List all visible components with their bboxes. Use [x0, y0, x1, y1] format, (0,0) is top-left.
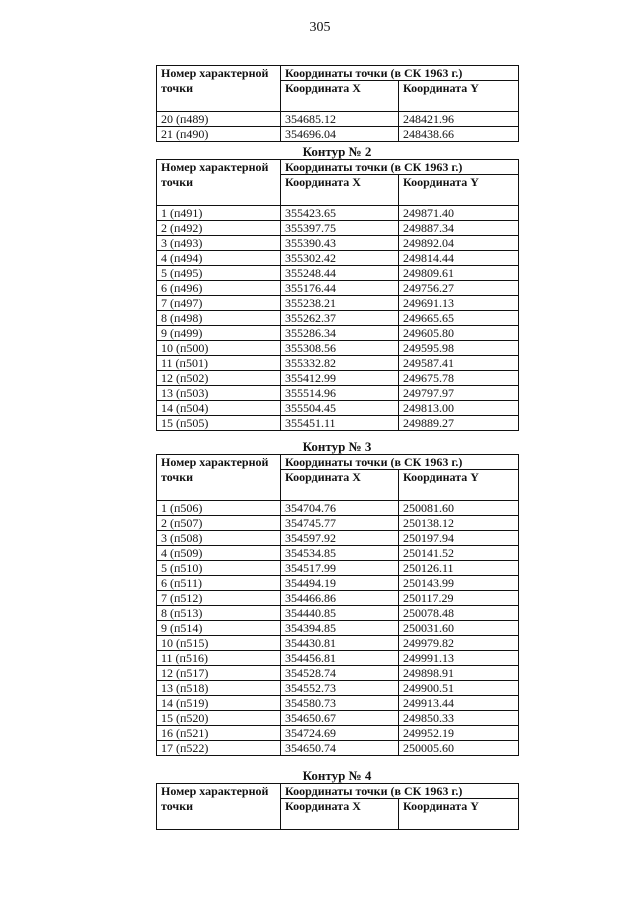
table-row	[157, 621, 519, 636]
table-row	[157, 311, 519, 326]
point-number-cell: 3 (п508)	[157, 531, 281, 546]
point-number-cell: 13 (п518)	[157, 681, 281, 696]
coord-y-cell: 249889.27	[399, 416, 519, 431]
point-number-cell: 7 (п497)	[157, 296, 281, 311]
header-coord-y: Координата Y	[399, 470, 519, 501]
table-row	[157, 206, 519, 221]
table-row	[157, 281, 519, 296]
coord-y-cell: 249797.97	[399, 386, 519, 401]
point-number-cell: 1 (п506)	[157, 501, 281, 516]
header-coords-group: Координаты точки (в СК 1963 г.)	[281, 455, 519, 470]
coord-x-cell: 354580.73	[281, 696, 399, 711]
coord-y-cell: 249813.00	[399, 401, 519, 416]
coord-x-cell: 354745.77	[281, 516, 399, 531]
coord-y-cell: 249871.40	[399, 206, 519, 221]
table-row	[157, 416, 519, 431]
coord-y-cell: 248421.96	[399, 112, 519, 127]
coord-y-cell: 250126.11	[399, 561, 519, 576]
coord-x-cell: 354650.67	[281, 711, 399, 726]
point-number-cell: 13 (п503)	[157, 386, 281, 401]
point-number-cell: 14 (п519)	[157, 696, 281, 711]
header-point-number: Номер характерной точки	[157, 160, 281, 206]
point-number-cell: 10 (п515)	[157, 636, 281, 651]
point-number-cell: 4 (п509)	[157, 546, 281, 561]
coord-x-cell: 354704.76	[281, 501, 399, 516]
point-number-cell: 9 (п499)	[157, 326, 281, 341]
point-number-cell: 11 (п516)	[157, 651, 281, 666]
coordinates-table	[156, 783, 519, 830]
header-point-number: Номер характерной точки	[157, 66, 281, 112]
table-row	[157, 726, 519, 741]
table-row	[157, 112, 519, 127]
coord-x-cell: 355390.43	[281, 236, 399, 251]
coord-x-cell: 355302.42	[281, 251, 399, 266]
point-number-cell: 8 (п498)	[157, 311, 281, 326]
coord-y-cell: 249900.51	[399, 681, 519, 696]
table-row	[157, 636, 519, 651]
coord-x-cell: 354534.85	[281, 546, 399, 561]
coord-y-cell: 250081.60	[399, 501, 519, 516]
table-row	[157, 356, 519, 371]
coord-x-cell: 354685.12	[281, 112, 399, 127]
point-number-cell: 15 (п520)	[157, 711, 281, 726]
coord-x-cell: 355248.44	[281, 266, 399, 281]
coord-y-cell: 250143.99	[399, 576, 519, 591]
coordinates-table	[156, 65, 519, 142]
header-point-number: Номер характерной точки	[157, 455, 281, 501]
point-number-cell: 10 (п500)	[157, 341, 281, 356]
coord-y-cell: 249979.82	[399, 636, 519, 651]
point-number-cell: 21 (п490)	[157, 127, 281, 142]
coord-y-cell: 249991.13	[399, 651, 519, 666]
point-number-cell: 2 (п507)	[157, 516, 281, 531]
coord-y-cell: 249892.04	[399, 236, 519, 251]
coord-y-cell: 248438.66	[399, 127, 519, 142]
point-number-cell: 2 (п492)	[157, 221, 281, 236]
coord-x-cell: 354552.73	[281, 681, 399, 696]
table-row	[157, 296, 519, 311]
coord-y-cell: 249898.91	[399, 666, 519, 681]
coord-x-cell: 354650.74	[281, 741, 399, 756]
coordinates-table	[156, 159, 519, 431]
page-number: 305	[309, 20, 331, 35]
section-contour-2	[156, 144, 518, 431]
coord-y-cell: 249605.80	[399, 326, 519, 341]
contour-title: Контур № 2	[302, 144, 372, 159]
contour-title: Контур № 3	[302, 439, 372, 454]
point-number-cell: 12 (п517)	[157, 666, 281, 681]
header-coord-x: Координата X	[281, 175, 399, 206]
contour-title: Контур № 4	[302, 768, 372, 783]
table-row	[157, 251, 519, 266]
table-row	[157, 681, 519, 696]
coord-x-cell: 354724.69	[281, 726, 399, 741]
point-number-cell: 5 (п510)	[157, 561, 281, 576]
coord-x-cell: 354394.85	[281, 621, 399, 636]
coord-x-cell: 354430.81	[281, 636, 399, 651]
coord-y-cell: 249913.44	[399, 696, 519, 711]
coord-x-cell: 355332.82	[281, 356, 399, 371]
table-row	[157, 516, 519, 531]
table-row	[157, 696, 519, 711]
point-number-cell: 11 (п501)	[157, 356, 281, 371]
coord-y-cell: 250078.48	[399, 606, 519, 621]
coord-x-cell: 355451.11	[281, 416, 399, 431]
coord-x-cell: 355286.34	[281, 326, 399, 341]
coord-x-cell: 354696.04	[281, 127, 399, 142]
coord-y-cell: 250197.94	[399, 531, 519, 546]
header-point-number: Номер характерной точки	[157, 784, 281, 830]
coord-y-cell: 249756.27	[399, 281, 519, 296]
section-contour-4	[156, 768, 518, 830]
coord-x-cell: 355238.21	[281, 296, 399, 311]
table-row	[157, 711, 519, 726]
section-contour-3	[156, 439, 518, 756]
table-row	[157, 326, 519, 341]
point-number-cell: 14 (п504)	[157, 401, 281, 416]
coord-y-cell: 250138.12	[399, 516, 519, 531]
coord-x-cell: 354597.92	[281, 531, 399, 546]
table-row	[157, 266, 519, 281]
point-number-cell: 7 (п512)	[157, 591, 281, 606]
header-coord-x: Координата X	[281, 81, 399, 112]
table-row	[157, 531, 519, 546]
coord-y-cell: 250117.29	[399, 591, 519, 606]
coord-y-cell: 249675.78	[399, 371, 519, 386]
coord-x-cell: 355514.96	[281, 386, 399, 401]
coord-y-cell: 249814.44	[399, 251, 519, 266]
point-number-cell: 15 (п505)	[157, 416, 281, 431]
header-coords-group: Координаты точки (в СК 1963 г.)	[281, 66, 519, 81]
table-row	[157, 651, 519, 666]
coord-x-cell: 355262.37	[281, 311, 399, 326]
header-coord-y: Координата Y	[399, 81, 519, 112]
header-coord-y: Координата Y	[399, 799, 519, 830]
coord-x-cell: 355397.75	[281, 221, 399, 236]
coord-x-cell: 355423.65	[281, 206, 399, 221]
coord-x-cell: 354466.86	[281, 591, 399, 606]
table-row	[157, 576, 519, 591]
coord-x-cell: 355504.45	[281, 401, 399, 416]
table-row	[157, 591, 519, 606]
coord-y-cell: 249887.34	[399, 221, 519, 236]
coord-x-cell: 354528.74	[281, 666, 399, 681]
table-row	[157, 546, 519, 561]
point-number-cell: 16 (п521)	[157, 726, 281, 741]
point-number-cell: 12 (п502)	[157, 371, 281, 386]
point-number-cell: 20 (п489)	[157, 112, 281, 127]
table-row	[157, 666, 519, 681]
coord-y-cell: 250005.60	[399, 741, 519, 756]
header-coord-x: Координата X	[281, 470, 399, 501]
point-number-cell: 6 (п496)	[157, 281, 281, 296]
coord-x-cell: 355176.44	[281, 281, 399, 296]
point-number-cell: 6 (п511)	[157, 576, 281, 591]
point-number-cell: 9 (п514)	[157, 621, 281, 636]
table-row	[157, 221, 519, 236]
coord-x-cell: 355308.56	[281, 341, 399, 356]
table-row	[157, 606, 519, 621]
header-coords-group: Координаты точки (в СК 1963 г.)	[281, 784, 519, 799]
header-coord-y: Координата Y	[399, 175, 519, 206]
point-number-cell: 4 (п494)	[157, 251, 281, 266]
coord-y-cell: 249595.98	[399, 341, 519, 356]
coord-x-cell: 354517.99	[281, 561, 399, 576]
point-number-cell: 5 (п495)	[157, 266, 281, 281]
coord-y-cell: 249850.33	[399, 711, 519, 726]
header-coords-group: Координаты точки (в СК 1963 г.)	[281, 160, 519, 175]
table-row	[157, 561, 519, 576]
coord-y-cell: 249809.61	[399, 266, 519, 281]
coord-y-cell: 249587.41	[399, 356, 519, 371]
header-coord-x: Координата X	[281, 799, 399, 830]
coord-x-cell: 354440.85	[281, 606, 399, 621]
table-row	[157, 127, 519, 142]
table-row	[157, 371, 519, 386]
point-number-cell: 1 (п491)	[157, 206, 281, 221]
table-row	[157, 236, 519, 251]
coord-x-cell: 355412.99	[281, 371, 399, 386]
table-row	[157, 386, 519, 401]
coord-x-cell: 354456.81	[281, 651, 399, 666]
point-number-cell: 17 (п522)	[157, 741, 281, 756]
coord-y-cell: 249952.19	[399, 726, 519, 741]
coord-y-cell: 249691.13	[399, 296, 519, 311]
table-row	[157, 741, 519, 756]
section-contour-1-continuation	[156, 65, 518, 142]
coord-y-cell: 249665.65	[399, 311, 519, 326]
coordinates-table	[156, 454, 519, 756]
coord-y-cell: 250031.60	[399, 621, 519, 636]
point-number-cell: 8 (п513)	[157, 606, 281, 621]
point-number-cell: 3 (п493)	[157, 236, 281, 251]
table-row	[157, 501, 519, 516]
table-row	[157, 401, 519, 416]
coord-y-cell: 250141.52	[399, 546, 519, 561]
coord-x-cell: 354494.19	[281, 576, 399, 591]
table-row	[157, 341, 519, 356]
